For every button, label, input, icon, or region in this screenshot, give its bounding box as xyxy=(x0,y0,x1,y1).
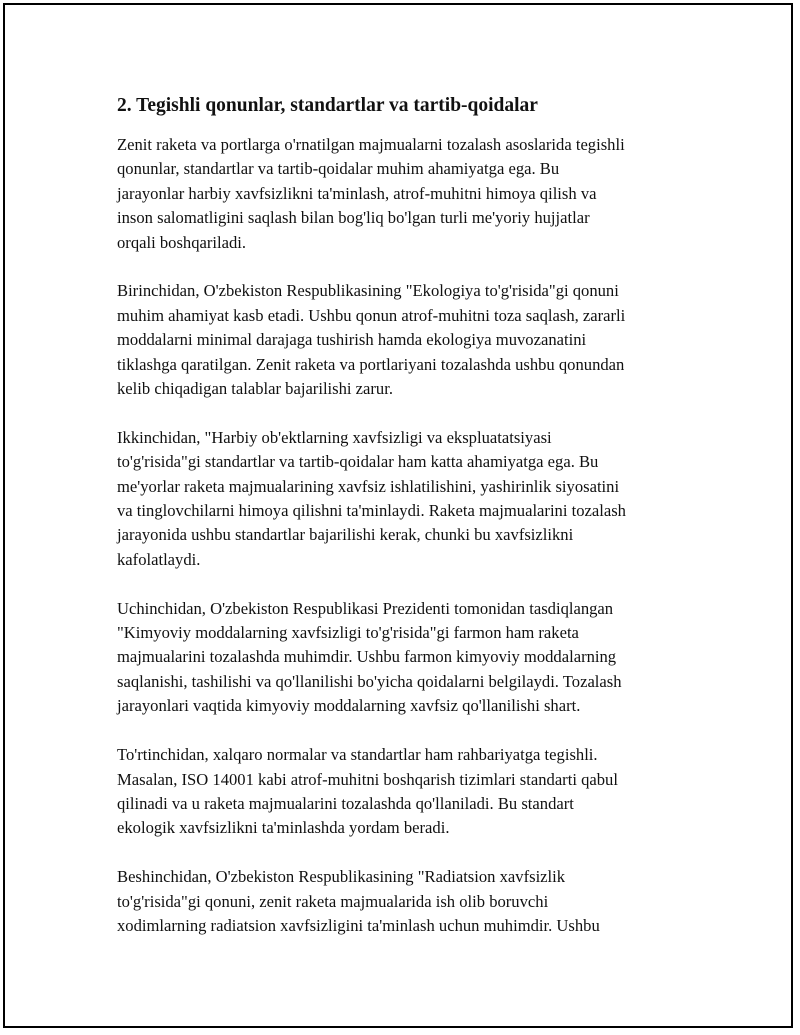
text-line: majmualarini tozalashda muhimdir. Ushbu farmon kimyoviy moddalarning xyxy=(117,647,617,667)
text-line: "Kimyoviy moddalarning xavfsizligi to'g'risida"gi farmon ham raketa xyxy=(117,623,579,643)
text-line: qilinadi va u raketa majmualarini tozalashda qo'llaniladi. Bu standart xyxy=(117,793,574,813)
text-line: Zenit raketa va portlarga o'rnatilgan majmualarni tozalash asoslarida tegishli xyxy=(117,135,625,154)
text-line: kafolatlaydi. xyxy=(117,549,201,569)
paragraph-second xyxy=(117,426,687,572)
paragraph-third xyxy=(117,597,687,719)
text-line: tiklashga qaratilgan. Zenit raketa va portlariyani tozalashda ushbu qonundan xyxy=(117,354,625,374)
text-line: qonunlar, standartlar va tartib-qoidalar muhim ahamiyatga ega. Bu xyxy=(117,159,560,179)
text-line: Beshinchidan, O'zbekiston Respublikasining "Radiatsion xavfsizlik xyxy=(117,867,566,887)
text-line: To'rtinchidan, xalqaro normalar va standartlar ham rahbariyatga tegishli. xyxy=(117,745,598,765)
text-line: to'g'risida"gi standartlar va tartib-qoidalar ham katta ahamiyatga ega. Bu xyxy=(117,452,599,472)
text-line: muhim ahamiyat kasb etadi. Ushbu qonun atrof-muhitni toza saqlash, zararli xyxy=(117,305,626,325)
text-line: Masalan, ISO 14001 kabi atrof-muhitni boshqarish tizimlari standarti qabul xyxy=(117,769,618,789)
text-line: moddalarni minimal darajaga tushirish hamda ekologiya muvozanatini xyxy=(117,330,587,350)
text-line: Ikkinchidan, "Harbiy ob'ektlarning xavfsizligi va ekspluatatsiyasi xyxy=(117,427,552,447)
text-line: Uchinchidan, O'zbekiston Respublikasi Prezidenti tomonidan tasdiqlangan xyxy=(117,598,614,618)
text-line: to'g'risida"gi qonuni, zenit raketa majmualarida ish olib boruvchi xyxy=(117,891,549,911)
text-line: orqali boshqariladi. xyxy=(117,232,247,252)
paragraph-first xyxy=(117,279,687,401)
paragraph-fifth xyxy=(117,865,687,938)
paragraph-intro xyxy=(117,133,687,255)
text-line: ekologik xavfsizlikni ta'minlashda yordam beradi. xyxy=(117,818,450,838)
text-line: jarayonlar harbiy xavfsizlikni ta'minlash, atrof-muhitni himoya qilish va xyxy=(117,183,597,203)
text-line: saqlanishi, tashilishi va qo'llanilishi bo'yicha qoidalarni belgilaydi. Tozalash xyxy=(117,671,622,691)
text-line: Birinchidan, O'zbekiston Respublikasining "Ekologiya to'g'risida"gi qonuni xyxy=(117,281,619,301)
text-line: jarayonida ushbu standartlar bajarilishi kerak, chunki bu xavfsizlikni xyxy=(117,525,574,545)
document-body xyxy=(117,92,687,963)
text-line: va tinglovchilarni himoya qilishni ta'minlaydi. Raketa majmualarini tozalash xyxy=(117,501,626,521)
section-heading: 2. Tegishli qonunlar, standartlar va tartib-qoidalar xyxy=(117,95,538,116)
text-line: xodimlarning radiatsion xavfsizligini ta'minlash uchun muhimdir. Ushbu xyxy=(117,915,600,935)
text-line: kelib chiqadigan talablar bajarilishi zarur. xyxy=(117,379,393,399)
text-line: me'yorlar raketa majmualarining xavfsiz ishlatilishini, yashirinlik siyosatini xyxy=(117,476,620,496)
text-line: inson salomatligini saqlash bilan bog'liq bo'lgan turli me'yoriy hujjatlar xyxy=(117,208,590,228)
text-line: jarayonlari vaqtida kimyoviy moddalarning xavfsiz qo'llanilishi shart. xyxy=(117,696,581,716)
paragraph-fourth xyxy=(117,743,687,841)
